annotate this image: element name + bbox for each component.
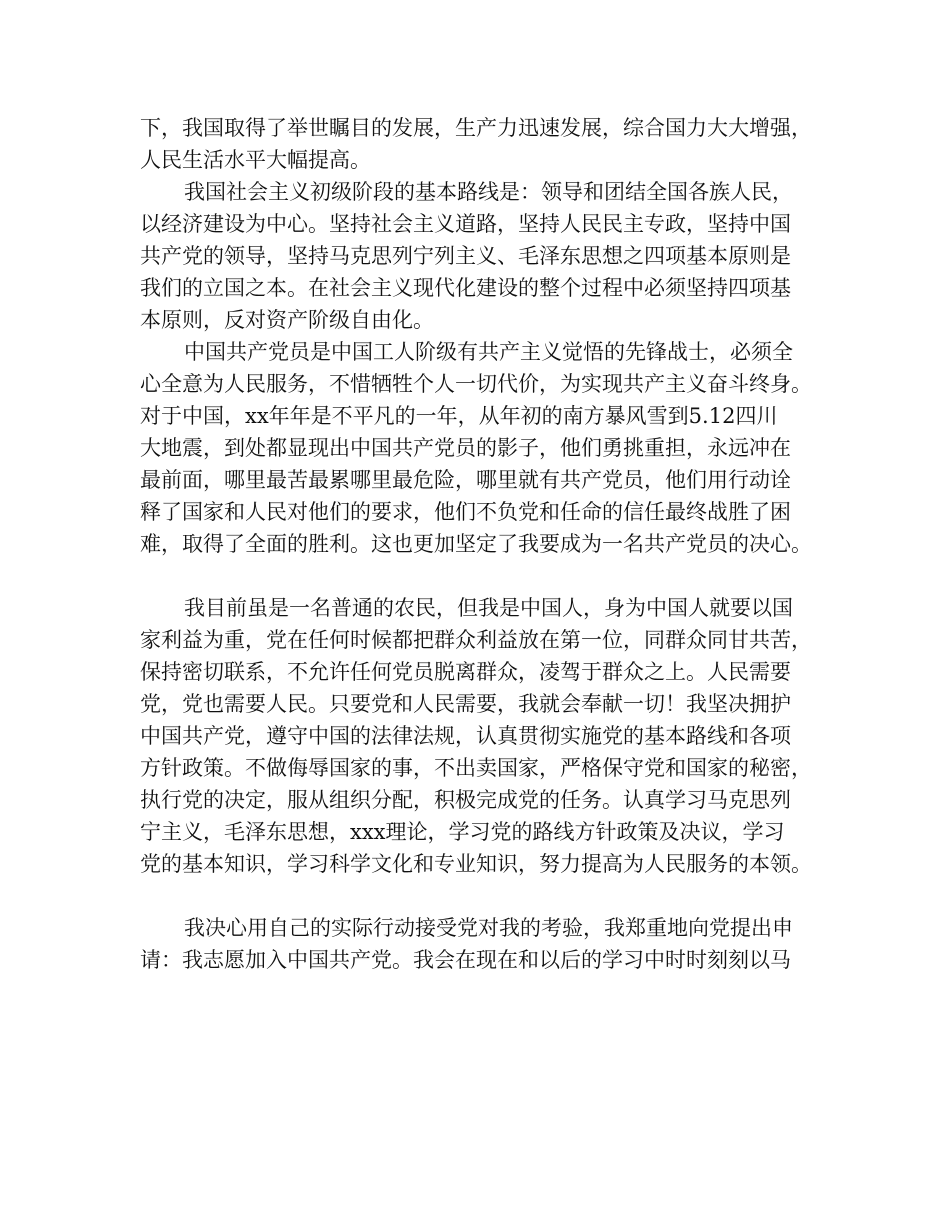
text-line: 我们的立国之本。在社会主义现代化建设的整个过程中必须坚持四项基 [140, 276, 791, 300]
text-line: 我目前虽是一名普通的农民，但我是中国人，身为中国人就要以国 [184, 596, 793, 620]
text-line: 心全意为人民服务，不惜牺牲个人一切代价，为实现共产主义奋斗终身。 [140, 372, 812, 396]
paragraph-5 [140, 912, 830, 976]
text-line: 中国共产党，遵守中国的法律法规，认真贯彻实施党的基本路线和各项 [140, 724, 791, 748]
text-line: 对于中国，xx年年是不平凡的一年，从年初的南方暴风雪到5.12四川 [140, 404, 778, 428]
text-line: 人民生活水平大幅提高。 [140, 148, 371, 172]
paragraph-spacer [140, 880, 830, 912]
paragraph-3 [140, 336, 830, 560]
text-line: 中国共产党员是中国工人阶级有共产主义觉悟的先锋战士，必须全 [184, 340, 793, 364]
text-line: 本原则，反对资产阶级自由化。 [140, 308, 434, 332]
text-line: 我国社会主义初级阶段的基本路线是：领导和团结全国各族人民， [184, 180, 793, 204]
text-line: 释了国家和人民对他们的要求，他们不负党和任命的信任最终战胜了困 [140, 500, 791, 524]
text-line: 共产党的领导，坚持马克思列宁列主义、毛泽东思想之四项基本原则是 [140, 244, 791, 268]
text-line: 我决心用自己的实际行动接受党对我的考验，我郑重地向党提出申 [184, 916, 793, 940]
text-line: 执行党的决定，服从组织分配，积极完成党的任务。认真学习马克思列 [140, 788, 791, 812]
document-body [140, 112, 830, 976]
text-line: 请：我志愿加入中国共产党。我会在现在和以后的学习中时时刻刻以马 [140, 948, 791, 972]
text-line: 党，党也需要人民。只要党和人民需要，我就会奉献一切！我坚决拥护 [140, 692, 791, 716]
text-line: 方针政策。不做侮辱国家的事，不出卖国家，严格保守党和国家的秘密， [140, 756, 812, 780]
text-line: 保持密切联系，不允许任何党员脱离群众，凌驾于群众之上。人民需要 [140, 660, 791, 684]
text-line: 家利益为重，党在任何时候都把群众利益放在第一位，同群众同甘共苦， [140, 628, 812, 652]
text-line: 党的基本知识，学习科学文化和专业知识，努力提高为人民服务的本领。 [140, 852, 812, 876]
paragraph-1 [140, 112, 830, 176]
paragraph-2 [140, 176, 830, 336]
text-line: 宁主义，毛泽东思想，xxx理论，学习党的路线方针政策及决议，学习 [140, 820, 785, 844]
text-line: 大地震，到处都显现出中国共产党员的影子，他们勇挑重担，永远冲在 [140, 436, 791, 460]
text-line: 最前面，哪里最苦最累哪里最危险，哪里就有共产党员，他们用行动诠 [140, 468, 791, 492]
text-line: 以经济建设为中心。坚持社会主义道路，坚持人民民主专政，坚持中国 [140, 212, 791, 236]
paragraph-spacer [140, 560, 830, 592]
paragraph-4 [140, 592, 830, 880]
text-line: 下，我国取得了举世瞩目的发展，生产力迅速发展，综合国力大大增强， [140, 116, 812, 140]
text-line: 难，取得了全面的胜利。这也更加坚定了我要成为一名共产党员的决心。 [140, 532, 812, 556]
